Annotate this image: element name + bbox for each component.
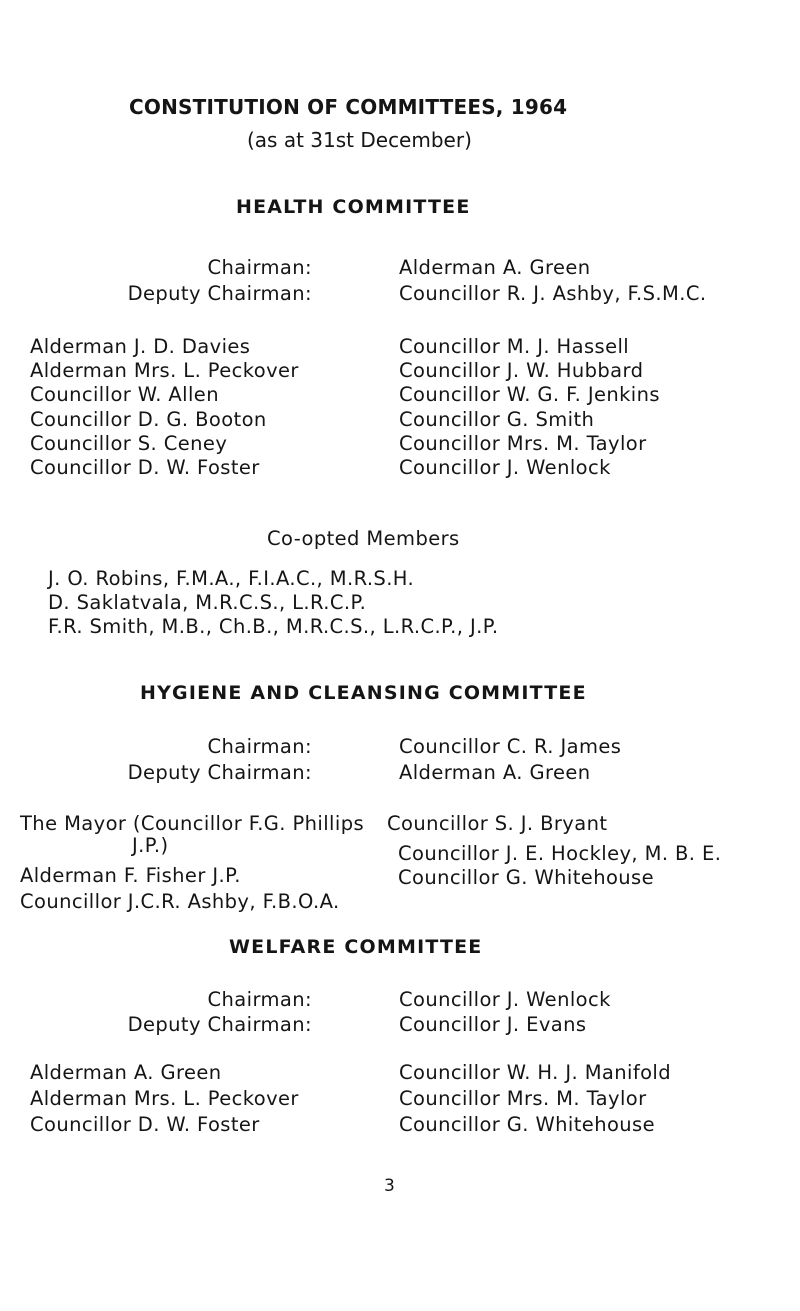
- page-title: CONSTITUTION OF COMMITTEES, 1964: [129, 95, 568, 119]
- coopted-member: J. O. Robins, F.M.A., F.I.A.C., M.R.S.H.: [48, 567, 415, 590]
- page-number: 3: [384, 1176, 395, 1196]
- page-subtitle: (as at 31st December): [247, 128, 472, 152]
- welfare-members-right: [399, 1061, 671, 1139]
- welfare-committee-heading: WELFARE COMMITTEE: [229, 936, 483, 958]
- member-name: Councillor D. G. Booton: [30, 407, 267, 431]
- member-name: Councillor J. Wenlock: [399, 455, 611, 479]
- welfare-chairman-label: Chairman:: [207, 988, 312, 1011]
- member-name: Councillor W. Allen: [30, 383, 219, 407]
- hygiene-chairman-label: Chairman:: [207, 735, 312, 758]
- member-name: Councillor J. W. Hubbard: [399, 359, 644, 383]
- hygiene-member-fisher: Alderman F. Fisher J.P.: [20, 864, 241, 887]
- member-name: Councillor G. Whitehouse: [399, 1113, 655, 1136]
- hygiene-member-mayor-cont: J.P.): [132, 834, 169, 857]
- health-members-right: [399, 335, 660, 480]
- coopted-member: D. Saklatvala, M.R.C.S., L.R.C.P.: [48, 591, 367, 615]
- member-name: Councillor G. Smith: [399, 407, 595, 431]
- welfare-deputy: Councillor J. Evans: [399, 1013, 587, 1036]
- health-members-left: [30, 335, 299, 480]
- hygiene-deputy: Alderman A. Green: [399, 761, 591, 784]
- hygiene-member-hockley: Councillor J. E. Hockley, M. B. E.: [398, 842, 722, 865]
- coopted-heading: Co-opted Members: [267, 527, 460, 550]
- coopted-member: F.R. Smith, M.B., Ch.B., M.R.C.S., L.R.C.P., J.P.: [48, 615, 499, 639]
- welfare-deputy-label: Deputy Chairman:: [127, 1013, 312, 1036]
- member-name: Councillor S. Ceney: [30, 431, 228, 455]
- member-name: Alderman A. Green: [30, 1061, 222, 1084]
- health-deputy-label: Deputy Chairman:: [127, 282, 312, 305]
- member-name: Councillor W. G. F. Jenkins: [399, 383, 660, 407]
- health-chairman: Alderman A. Green: [399, 256, 591, 279]
- member-name: Councillor D. W. Foster: [30, 1113, 260, 1136]
- member-name: Councillor Mrs. M. Taylor: [399, 1087, 647, 1110]
- coopted-members: [48, 567, 498, 640]
- member-name: Councillor D. W. Foster: [30, 455, 260, 479]
- member-name: Alderman J. D. Davies: [30, 335, 251, 358]
- health-chairman-label: Chairman:: [207, 256, 312, 279]
- hygiene-member-mayor: The Mayor (Councillor F.G. Phillips: [20, 812, 365, 835]
- hygiene-member-ashby: Councillor J.C.R. Ashby, F.B.O.A.: [20, 890, 340, 913]
- hygiene-deputy-label: Deputy Chairman:: [127, 761, 312, 784]
- hygiene-chairman: Councillor C. R. James: [399, 735, 622, 758]
- hygiene-member-bryant: Councillor S. J. Bryant: [387, 812, 608, 835]
- member-name: Alderman Mrs. L. Peckover: [30, 359, 299, 383]
- member-name: Councillor Mrs. M. Taylor: [399, 431, 647, 455]
- member-name: Councillor M. J. Hassell: [399, 335, 630, 358]
- health-committee-heading: HEALTH COMMITTEE: [236, 196, 471, 218]
- welfare-members-left: [30, 1061, 299, 1139]
- health-deputy: Councillor R. J. Ashby, F.S.M.C.: [399, 282, 707, 305]
- hygiene-member-whitehouse: Councillor G. Whitehouse: [398, 866, 654, 889]
- welfare-chairman: Councillor J. Wenlock: [399, 988, 611, 1011]
- hygiene-committee-heading: HYGIENE AND CLEANSING COMMITTEE: [140, 682, 587, 704]
- member-name: Alderman Mrs. L. Peckover: [30, 1087, 299, 1110]
- member-name: Councillor W. H. J. Manifold: [399, 1061, 672, 1084]
